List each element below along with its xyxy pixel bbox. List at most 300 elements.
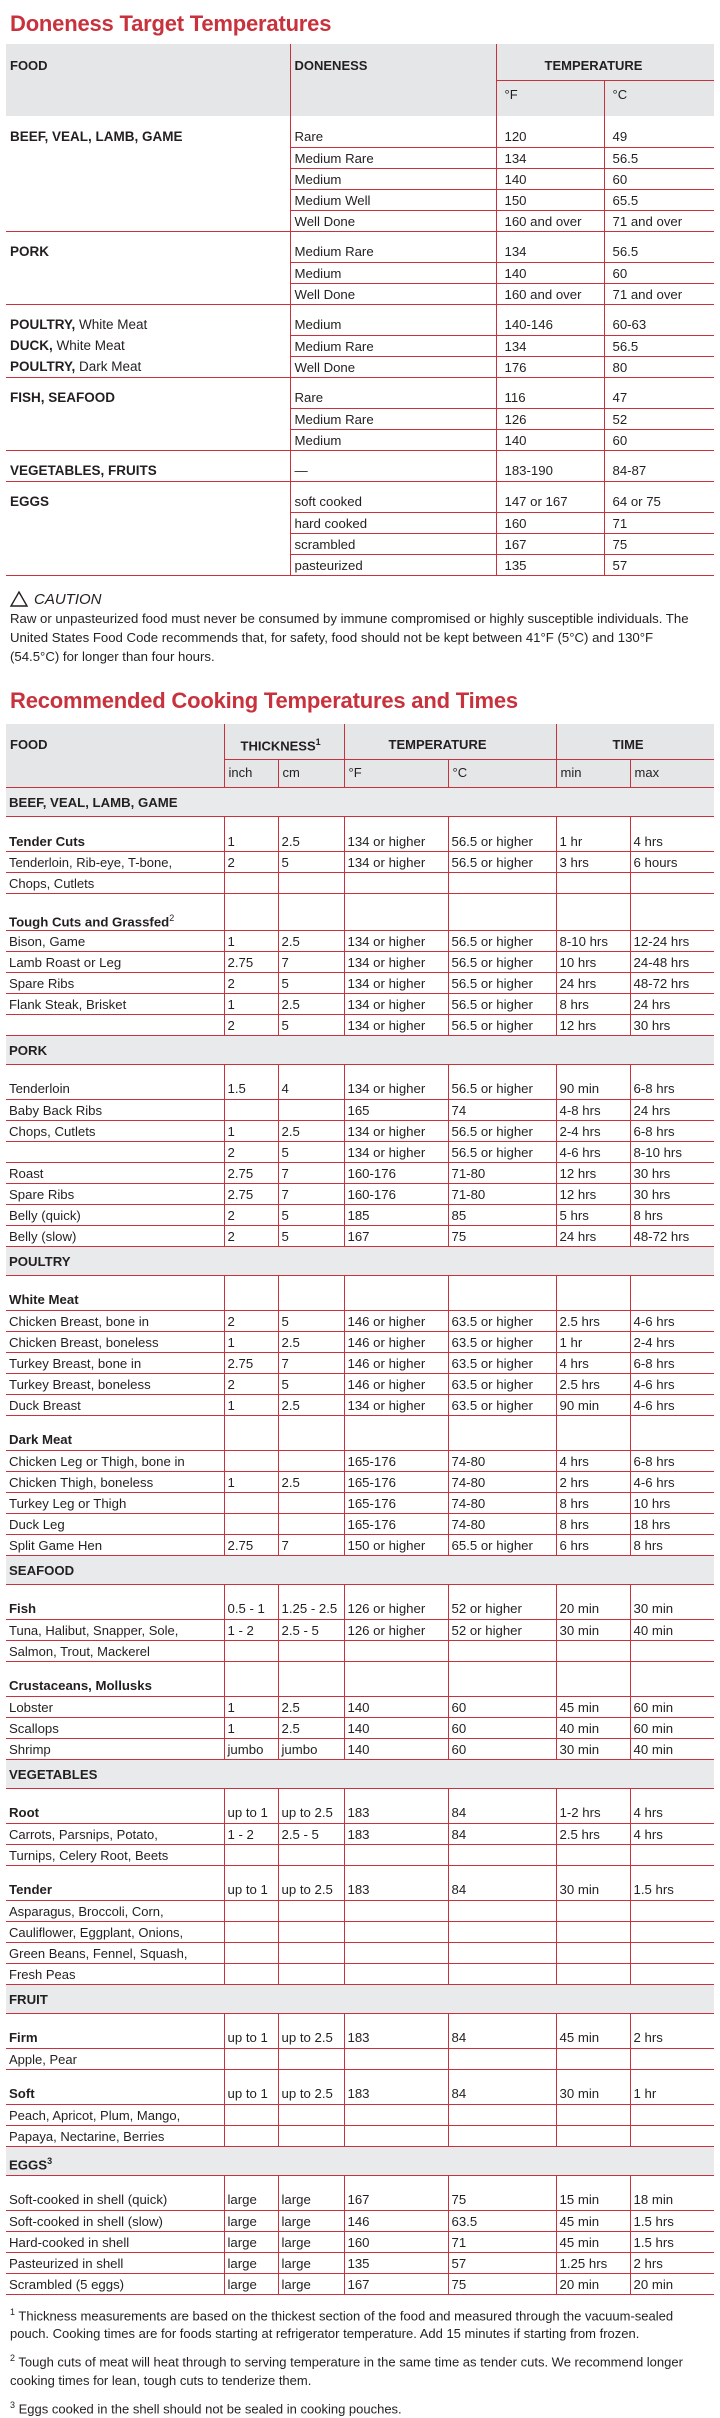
group-title: Crustaceans, Mollusks: [9, 1678, 152, 1694]
thickness-inch: [224, 2013, 278, 2027]
thickness-cm: 5: [278, 1310, 344, 1331]
thickness-cm: [278, 1844, 344, 1865]
time-max: 8 hrs: [630, 1204, 714, 1225]
time-max: [630, 1415, 714, 1429]
cooking-row: [6, 951, 714, 972]
cooking-row: [6, 930, 714, 951]
temp-c: [448, 894, 556, 908]
temp-c: 60: [604, 168, 714, 189]
time-min: [556, 1661, 630, 1675]
temp-c: 85: [448, 1204, 556, 1225]
cooking-row: [6, 1352, 714, 1373]
doneness-group-spacer: [6, 116, 714, 126]
temp-c: 74-80: [448, 1492, 556, 1513]
temp-f: 183: [344, 1802, 448, 1823]
thickness-cm: large: [278, 2210, 344, 2231]
cooking-row: [6, 1675, 714, 1696]
cooking-row: [6, 1162, 714, 1183]
time-min: [556, 894, 630, 908]
doneness-row: [6, 554, 714, 575]
time-min: [556, 1865, 630, 1879]
time-max: 48-72 hrs: [630, 972, 714, 993]
temp-c: 56.5 or higher: [448, 1078, 556, 1099]
cook-food: [6, 1289, 224, 1310]
doneness-level: —: [290, 460, 496, 481]
temp-c: 71 and over: [604, 283, 714, 304]
doneness-level: Medium Rare: [290, 147, 496, 168]
cook-food: [6, 1865, 224, 1879]
thickness-cm: [278, 873, 344, 894]
time-max: 6-8 hrs: [630, 1078, 714, 1099]
cook-food: Soft-cooked in shell (quick): [6, 2189, 224, 2210]
thickness-inch: [224, 2125, 278, 2146]
temp-f: 167: [344, 2189, 448, 2210]
cook-food: [6, 873, 224, 894]
temp-f: 165-176: [344, 1492, 448, 1513]
cook-food: [6, 1823, 224, 1844]
temp-f: [344, 2125, 448, 2146]
temp-f: 134 or higher: [344, 951, 448, 972]
temp-f: 134 or higher: [344, 852, 448, 873]
thickness-cm: [278, 2069, 344, 2083]
time-max: [630, 1788, 714, 1802]
time-max: [630, 1640, 714, 1661]
time-max: [630, 2069, 714, 2083]
temp-f: 165-176: [344, 1450, 448, 1471]
cooking-row: [6, 1802, 714, 1823]
temp-f: 126 or higher: [344, 1619, 448, 1640]
thickness-cm: [278, 2104, 344, 2125]
temp-f: 146 or higher: [344, 1373, 448, 1394]
temp-c: [448, 908, 556, 931]
doneness-level: Medium: [290, 168, 496, 189]
time-min: [556, 1429, 630, 1450]
thickness-inch: [224, 1584, 278, 1598]
doneness-food-label: [6, 512, 290, 533]
time-min: 8 hrs: [556, 1492, 630, 1513]
time-max: [630, 873, 714, 894]
temp-c: [448, 2048, 556, 2069]
temp-c: 47: [604, 387, 714, 408]
temp-f: 183: [344, 1879, 448, 1900]
cooking-row: [6, 831, 714, 852]
thickness-inch: [224, 1844, 278, 1865]
section-title: BEEF, VEAL, LAMB, GAME: [6, 788, 714, 817]
temp-c: [448, 1275, 556, 1289]
cook-food: Tough Cuts and Grassfed$^2$: [6, 908, 224, 931]
time-max: [630, 1675, 714, 1696]
time-min: 20 min: [556, 1598, 630, 1619]
thickness-cm: [278, 2048, 344, 2069]
cook-header-c: °C: [448, 760, 556, 788]
cook-food: Turkey Breast, bone in: [6, 1352, 224, 1373]
time-max: [630, 1921, 714, 1942]
thickness-inch: [224, 873, 278, 894]
temp-c: 84: [448, 1802, 556, 1823]
cooking-row: [6, 1204, 714, 1225]
time-max: [630, 1661, 714, 1675]
cooking-row: [6, 1415, 714, 1429]
time-max: [630, 1900, 714, 1921]
temp-f: [344, 2104, 448, 2125]
temp-c: [448, 1429, 556, 1450]
group-title: Dark Meat: [9, 1432, 73, 1448]
temp-c: [448, 1661, 556, 1675]
cooking-row: [6, 1394, 714, 1415]
thickness-inch: 2.75: [224, 951, 278, 972]
doneness-row: [6, 189, 714, 210]
group-subtitle: Tenderloin, Rib-eye, T-bone,: [9, 855, 173, 870]
time-min: 5 hrs: [556, 1204, 630, 1225]
cooking-row: [6, 1717, 714, 1738]
temp-f: 140: [344, 1738, 448, 1759]
time-max: 1.5 hrs: [630, 1879, 714, 1900]
thickness-inch: [224, 817, 278, 831]
temp-c: 60: [448, 1738, 556, 1759]
time-min: 90 min: [556, 1394, 630, 1415]
thickness-label: THICKNESS: [240, 737, 316, 753]
temp-c: 56.5 or higher: [448, 852, 556, 873]
time-min: 30 min: [556, 2083, 630, 2104]
temp-f: [344, 1942, 448, 1963]
thickness-cm: [278, 1492, 344, 1513]
temp-f: [344, 1584, 448, 1598]
temp-f: 140: [496, 168, 604, 189]
time-max: 40 min: [630, 1619, 714, 1640]
time-min: 8 hrs: [556, 1513, 630, 1534]
cook-header-thickness: [224, 724, 344, 760]
temp-f: 167: [344, 1225, 448, 1246]
thickness-cm: [278, 894, 344, 908]
temp-f: 140-146: [496, 314, 604, 335]
temp-c: 56.5 or higher: [448, 930, 556, 951]
thickness-cm: 1.25 - 2.5: [278, 1598, 344, 1619]
time-max: [630, 894, 714, 908]
caution-box: [0, 590, 700, 666]
cooking-row: [6, 1064, 714, 1078]
cook-food: Baby Back Ribs: [6, 1099, 224, 1120]
temp-c: [448, 1584, 556, 1598]
time-min: 24 hrs: [556, 1225, 630, 1246]
temp-c: 56.5: [604, 335, 714, 356]
temp-c: 75: [448, 1225, 556, 1246]
time-max: 6-8 hrs: [630, 1450, 714, 1471]
thickness-inch: [224, 1415, 278, 1429]
time-min: 4-6 hrs: [556, 1141, 630, 1162]
doneness-level: Medium Rare: [290, 241, 496, 262]
thickness-cm: 7: [278, 1162, 344, 1183]
cooking-row: [6, 1099, 714, 1120]
doneness-food-label: [6, 189, 290, 210]
time-max: 4-6 hrs: [630, 1394, 714, 1415]
cook-food: [6, 2048, 224, 2069]
cooking-section-header: [6, 2146, 714, 2175]
cooking-row: [6, 1471, 714, 1492]
thickness-cm: 2.5 - 5: [278, 1823, 344, 1844]
footnotes: [0, 2303, 720, 2418]
time-max: [630, 1942, 714, 1963]
temp-f: 183: [344, 1823, 448, 1844]
cook-food: Chicken Thigh, boneless: [6, 1471, 224, 1492]
time-max: [630, 2013, 714, 2027]
temp-f: 146 or higher: [344, 1310, 448, 1331]
cooking-section-header: [6, 1035, 714, 1064]
time-min: 1 hr: [556, 831, 630, 852]
cook-food: Hard-cooked in shell: [6, 2231, 224, 2252]
section-title: PORK: [6, 1035, 714, 1064]
group-title: Tender: [9, 1882, 52, 1898]
doneness-food-label: [6, 262, 290, 283]
cooking-row: [6, 1534, 714, 1555]
temp-f: 165-176: [344, 1513, 448, 1534]
thickness-cm: 7: [278, 1183, 344, 1204]
temp-c: 63.5 or higher: [448, 1331, 556, 1352]
cooking-row: [6, 1738, 714, 1759]
time-min: 8 hrs: [556, 993, 630, 1014]
cook-food: [6, 1900, 224, 1921]
thickness-inch: 1: [224, 1696, 278, 1717]
thickness-cm: 2.5: [278, 1331, 344, 1352]
thickness-inch: 0.5 - 1: [224, 1598, 278, 1619]
cooking-row: [6, 894, 714, 908]
cook-food: [6, 831, 224, 852]
temp-c: 63.5 or higher: [448, 1352, 556, 1373]
temp-c: [448, 1064, 556, 1078]
temp-f: [344, 1661, 448, 1675]
doneness-row: [6, 283, 714, 304]
time-max: [630, 1963, 714, 1984]
temp-f: 167: [344, 2273, 448, 2294]
time-min: [556, 2175, 630, 2189]
time-min: 12 hrs: [556, 1014, 630, 1035]
caution-text: Raw or unpasteurized food must never be consumed by immune compromised or highly susceptible individuals. The United States Food Code recommends that, for safety, food should not be kept between 41°F (5°C) and 130°F (54.5°C) for longer than four hours.: [10, 610, 689, 664]
temp-c: 84: [448, 2027, 556, 2048]
time-max: 24-48 hrs: [630, 951, 714, 972]
cook-food: [6, 1640, 224, 1661]
cook-food: [6, 1942, 224, 1963]
thickness-inch: [224, 1921, 278, 1942]
thickness-inch: 2: [224, 972, 278, 993]
cooking-body: [6, 788, 714, 2295]
temp-c: 80: [604, 356, 714, 377]
temp-c: [448, 2069, 556, 2083]
time-max: [630, 908, 714, 931]
doneness-food-label: [6, 168, 290, 189]
temp-f: 120: [496, 126, 604, 147]
time-min: [556, 2125, 630, 2146]
thickness-cm: [278, 1661, 344, 1675]
time-min: 2.5 hrs: [556, 1373, 630, 1394]
temp-c: 71-80: [448, 1183, 556, 1204]
doneness-food-label: VEGETABLES, FRUITS: [6, 460, 290, 481]
time-max: 30 hrs: [630, 1183, 714, 1204]
temp-c: 56.5 or higher: [448, 951, 556, 972]
time-max: [630, 1289, 714, 1310]
header-f: °F: [496, 80, 604, 116]
cook-food: Duck Breast: [6, 1394, 224, 1415]
thickness-inch: 2: [224, 1225, 278, 1246]
thickness-inch: [224, 1513, 278, 1534]
thickness-cm: [278, 2125, 344, 2146]
temp-c: 84-87: [604, 460, 714, 481]
time-min: [556, 2069, 630, 2083]
thickness-cm: [278, 1513, 344, 1534]
group-title: White Meat: [9, 1292, 79, 1308]
time-min: [556, 2013, 630, 2027]
cook-food: Chops, Cutlets: [6, 1120, 224, 1141]
group-title: Firm: [9, 2030, 38, 2046]
header-temperature: TEMPERATURE: [496, 44, 714, 80]
thickness-cm: [278, 908, 344, 931]
temp-c: [448, 817, 556, 831]
group-subtitle: Papaya, Nectarine, Berries: [9, 2128, 165, 2144]
time-max: 2-4 hrs: [630, 1331, 714, 1352]
thickness-inch: 2.75: [224, 1352, 278, 1373]
doneness-row: [6, 387, 714, 408]
caution-title: CAUTION: [34, 590, 102, 608]
thickness-inch: [224, 2104, 278, 2125]
thickness-inch: [224, 1640, 278, 1661]
temp-f: [344, 1921, 448, 1942]
section-title: SEAFOOD: [6, 1555, 714, 1584]
cook-food: [6, 2125, 224, 2146]
thickness-inch: [224, 1429, 278, 1450]
cooking-row: [6, 1788, 714, 1802]
group-title: Soft: [9, 2086, 35, 2102]
thickness-cm: [278, 2013, 344, 2027]
group-title: Tender Cuts: [9, 833, 85, 849]
temp-f: 150 or higher: [344, 1534, 448, 1555]
thickness-inch: 2: [224, 1141, 278, 1162]
temp-f: [344, 1429, 448, 1450]
cook-food: [6, 1014, 224, 1035]
cook-food: [6, 2013, 224, 2027]
doneness-food-label: EGGS: [10, 494, 50, 509]
group-title: Fish: [9, 1601, 37, 1617]
cook-header-f: °F: [344, 760, 448, 788]
thickness-inch: [224, 1900, 278, 1921]
thickness-cm: 5: [278, 1014, 344, 1035]
thickness-cm: 5: [278, 1373, 344, 1394]
temp-c: [448, 1640, 556, 1661]
cooking-row: [6, 2210, 714, 2231]
doneness-level: soft cooked: [290, 491, 496, 512]
doneness-row: [6, 241, 714, 262]
thickness-cm: [278, 1865, 344, 1879]
cook-food: [6, 817, 224, 831]
time-max: 4 hrs: [630, 831, 714, 852]
cooking-row: [6, 993, 714, 1014]
thickness-inch: [224, 1064, 278, 1078]
thickness-cm: 2.5: [278, 1717, 344, 1738]
cook-food: [6, 1788, 224, 1802]
cooking-row: [6, 2013, 714, 2027]
doneness-row: [6, 335, 714, 356]
cook-food: [6, 894, 224, 908]
cooking-row: [6, 2125, 714, 2146]
time-min: [556, 1640, 630, 1661]
temp-c: [448, 873, 556, 894]
thickness-inch: [224, 1865, 278, 1879]
group-subtitle: Tuna, Halibut, Snapper, Sole,: [9, 1622, 179, 1638]
cook-food: [6, 1879, 224, 1900]
time-min: 1-2 hrs: [556, 1802, 630, 1823]
time-min: [556, 1942, 630, 1963]
time-min: 2.5 hrs: [556, 1823, 630, 1844]
time-min: 6 hrs: [556, 1534, 630, 1555]
time-max: 8-10 hrs: [630, 1141, 714, 1162]
temp-c: 60: [448, 1717, 556, 1738]
doneness-row: [6, 314, 714, 335]
doneness-group-spacer: [6, 450, 714, 460]
temp-c: 63.5 or higher: [448, 1394, 556, 1415]
time-min: [556, 1788, 630, 1802]
group-subtitle: Salmon, Trout, Mackerel: [9, 1643, 150, 1659]
time-min: 12 hrs: [556, 1183, 630, 1204]
cook-food: Lamb Roast or Leg: [6, 951, 224, 972]
time-max: 2 hrs: [630, 2252, 714, 2273]
footnote-mark: 2: [10, 2353, 16, 2364]
cooking-row: [6, 1014, 714, 1035]
cook-food: [6, 1675, 224, 1696]
cooking-row: [6, 1963, 714, 1984]
temp-c: 84: [448, 1879, 556, 1900]
time-min: [556, 1921, 630, 1942]
thickness-inch: 1: [224, 1394, 278, 1415]
thickness-cm: 2.5: [278, 1394, 344, 1415]
cook-food: [6, 1141, 224, 1162]
cook-food: Scallops: [6, 1717, 224, 1738]
thickness-cm: [278, 1584, 344, 1598]
cooking-row: [6, 2252, 714, 2273]
time-max: 60 min: [630, 1717, 714, 1738]
temp-f: 165: [344, 1099, 448, 1120]
cook-food: Spare Ribs: [6, 972, 224, 993]
doneness-level: Medium Rare: [290, 408, 496, 429]
time-min: 2 hrs: [556, 1471, 630, 1492]
temp-f: [344, 1064, 448, 1078]
doneness-food-label: FISH, SEAFOOD: [10, 390, 116, 405]
section-title: FRUIT: [6, 1984, 714, 2013]
cooking-row: [6, 1492, 714, 1513]
temp-c: [448, 1844, 556, 1865]
cook-food: [6, 1584, 224, 1598]
thickness-inch: 2: [224, 852, 278, 873]
temp-f: [344, 1675, 448, 1696]
time-max: 4 hrs: [630, 1823, 714, 1844]
thickness-inch: [224, 1942, 278, 1963]
cooking-row: [6, 1078, 714, 1099]
thickness-inch: large: [224, 2273, 278, 2294]
temp-c: 56.5 or higher: [448, 1120, 556, 1141]
thickness-cm: 2.5: [278, 1696, 344, 1717]
thickness-cm: [278, 1921, 344, 1942]
thickness-cm: 2.5: [278, 1471, 344, 1492]
doneness-group-spacer: [6, 481, 714, 491]
thickness-cm: 5: [278, 1204, 344, 1225]
time-min: 30 min: [556, 1738, 630, 1759]
cooking-row: [6, 2027, 714, 2048]
time-min: 45 min: [556, 1696, 630, 1717]
doneness-row: [6, 147, 714, 168]
cook-food: Spare Ribs: [6, 1183, 224, 1204]
doneness-row: [6, 262, 714, 283]
temp-c: 57: [604, 554, 714, 575]
temp-c: 75: [604, 533, 714, 554]
temp-f: 160-176: [344, 1162, 448, 1183]
temp-f: [344, 1788, 448, 1802]
thickness-cm: 7: [278, 951, 344, 972]
